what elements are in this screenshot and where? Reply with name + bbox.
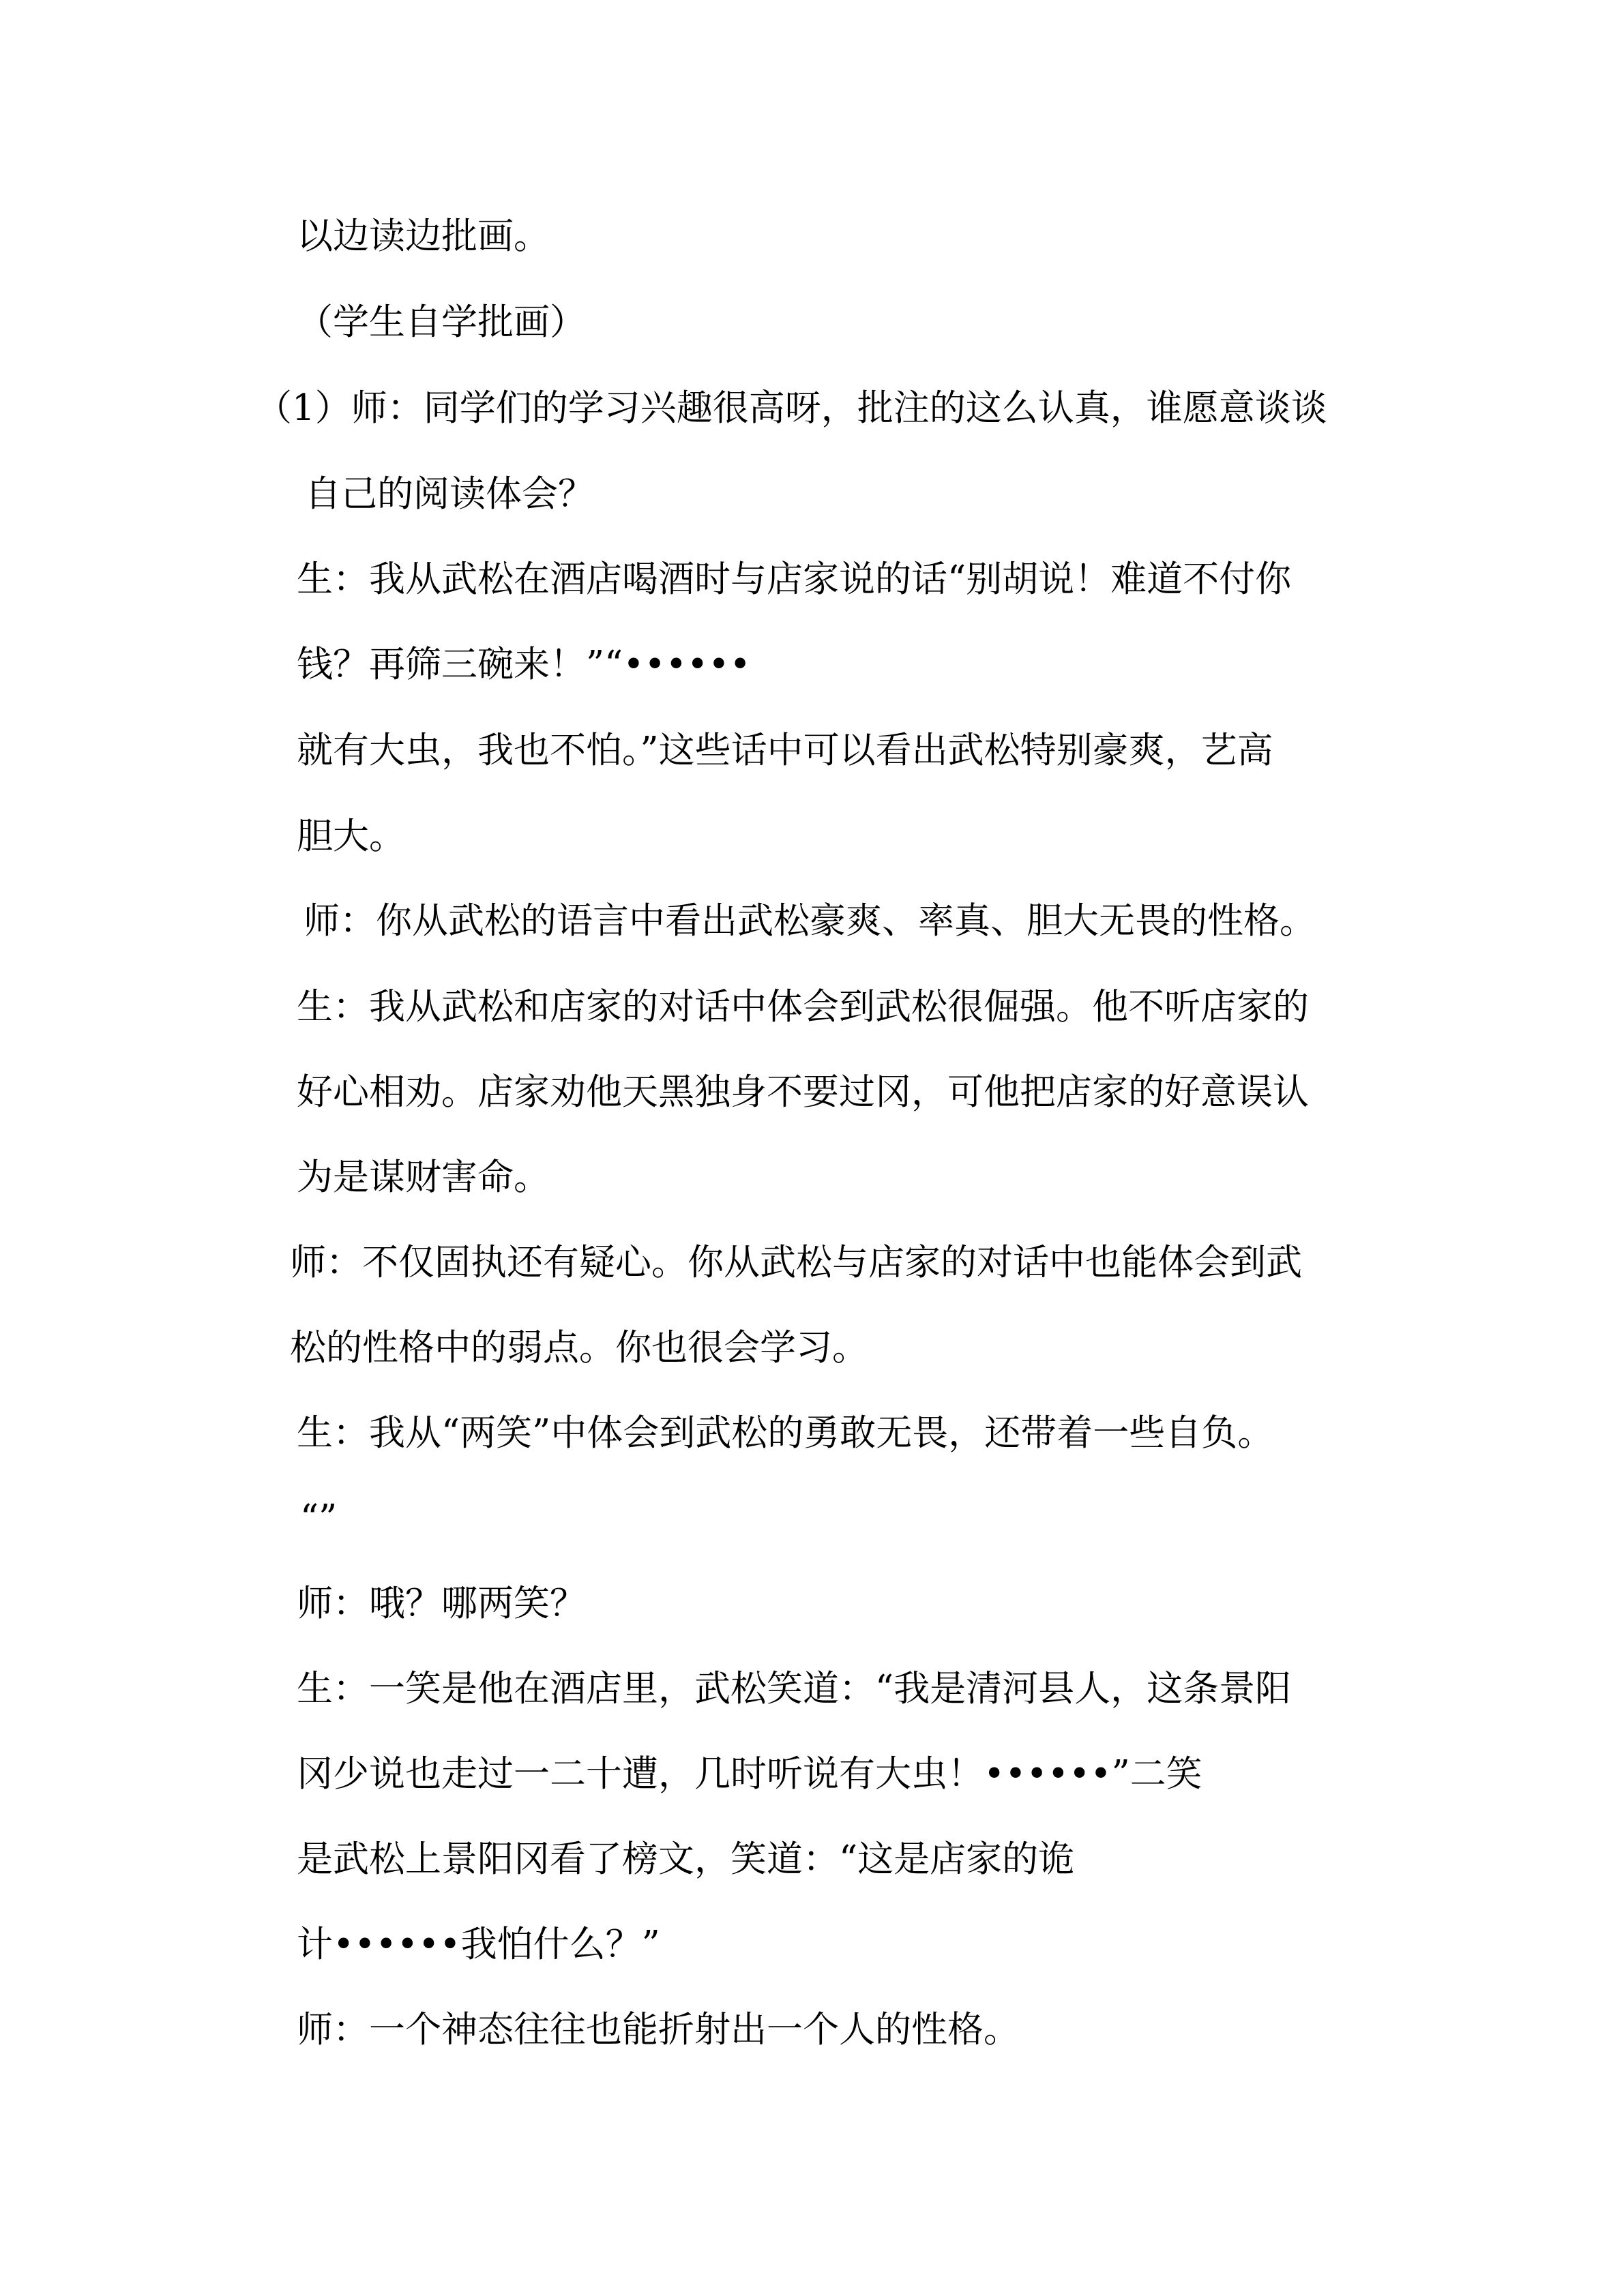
text-line-8: 胆大。 <box>297 816 405 857</box>
text-line-5: 生：我从武松在酒店喝酒时与店家说的话“别胡说！难道不付你 <box>297 558 1292 600</box>
text-line-9: 师：你从武松的语言中看出武松豪爽、率真、胆大无畏的性格。 <box>304 900 1316 942</box>
text-line-18: 生：一笑是他在酒店里，武松笑道：“我是清河县人，这条景阳 <box>297 1668 1292 1710</box>
text-line-12: 为是谋财害命。 <box>297 1157 550 1198</box>
text-line-7: 就有大虫，我也不怕。”这些话中可以看出武松特别豪爽，艺高 <box>297 730 1273 771</box>
text-line-1: 以边读边批画。 <box>297 215 550 257</box>
text-line-19: 冈少说也走过一二十遭，几时听说有大虫！••••••”二笑 <box>297 1753 1202 1795</box>
text-line-16: “” <box>300 1497 338 1539</box>
text-line-14: 松的性格中的弱点。你也很会学习。 <box>290 1327 868 1369</box>
text-line-17: 师：哦？哪两笑？ <box>297 1583 586 1624</box>
text-line-21: 计••••••我怕什么？” <box>297 1924 660 1965</box>
text-line-20: 是武松上景阳冈看了榜文，笑道：“这是店家的诡 <box>297 1838 1075 1880</box>
text-line-13: 师：不仅固执还有疑心。你从武松与店家的对话中也能体会到武 <box>290 1242 1302 1283</box>
text-line-11: 好心相劝。店家劝他天黑独身不要过冈，可他把店家的好意误认 <box>297 1071 1309 1113</box>
text-line-22: 师：一个神态往往也能折射出一个人的性格。 <box>297 2009 1020 2051</box>
text-line-6: 钱？再筛三碗来！”“•••••• <box>297 644 751 685</box>
text-line-3: （1）师：同学们的学习兴趣很高呀，批注的这么认真，谁愿意谈谈 <box>256 387 1327 429</box>
text-line-15: 生：我从“两笑”中体会到武松的勇敢无畏，还带着一些自负。 <box>297 1412 1274 1454</box>
text-line-4: 自己的阅读体会？ <box>305 473 594 515</box>
text-line-10: 生：我从武松和店家的对话中体会到武松很倔强。他不听店家的 <box>297 986 1309 1028</box>
text-line-2: （学生自学批画） <box>297 301 586 343</box>
